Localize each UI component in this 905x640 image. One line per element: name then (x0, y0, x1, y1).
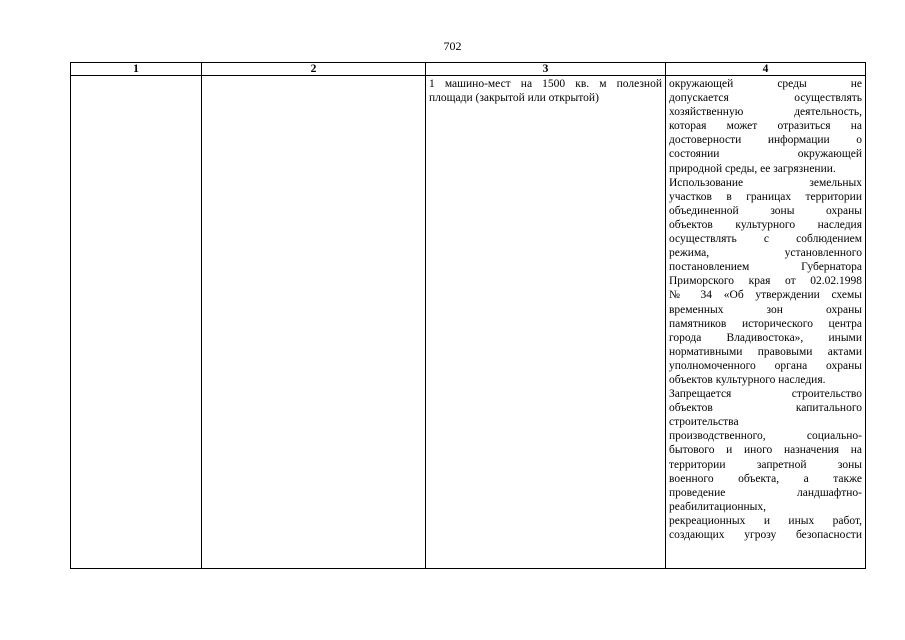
cell-col4-line: природной среды, ее загрязнении. (669, 162, 836, 175)
cell-col4-line: участков в границах территории (669, 190, 862, 203)
column-header-4: 4 (666, 63, 866, 76)
cell-col4-line: территории запретной зоны (669, 458, 862, 471)
cell-col2 (202, 76, 426, 569)
cell-col4-line: объединенной зоны охраны (669, 204, 862, 217)
column-header-3: 3 (426, 63, 666, 76)
column-header-1: 1 (71, 63, 202, 76)
table-header-row (71, 63, 866, 76)
cell-col4-line: производственного, социально- (669, 430, 862, 443)
cell-col4-line: бытового и иного назначения на (669, 444, 862, 457)
cell-col4-line: состоянии окружающей (669, 148, 862, 161)
cell-col4-line: объектов капитального (669, 402, 862, 415)
cell-col4-line: окружающей среды не (669, 78, 862, 90)
cell-col4-line: режима, установленного (669, 247, 862, 260)
cell-col4 (666, 76, 866, 569)
table-row (71, 76, 866, 569)
cell-col4-line: Приморского края от 02.02.1998 (669, 275, 862, 288)
column-header-2: 2 (202, 63, 426, 76)
cell-col4-line: реабилитационных, (669, 500, 766, 513)
cell-col4-line: объектов культурного наследия. (669, 373, 826, 386)
cell-col1 (71, 76, 202, 569)
cell-col4-line: достоверности информации о (669, 134, 862, 147)
cell-col4-line: хозяйственную деятельность, (669, 106, 862, 119)
cell-col4-line: Запрещается строительство (669, 388, 862, 401)
cell-col4-line: постановлением Губернатора (669, 261, 862, 274)
cell-col4-line: города Владивостока», иными (669, 331, 862, 344)
cell-col4-line: рекреационных и иных работ, (669, 514, 862, 527)
cell-col4-line: осуществлять с соблюдением (669, 233, 862, 246)
cell-col4-text (669, 76, 862, 542)
cell-col4-line: нормативными правовыми актами (669, 345, 862, 358)
page-number: 702 (443, 39, 462, 53)
cell-col3-text: 1 машино-мест на 1500 кв. м полезной площади (закрытой или открытой) (429, 78, 662, 105)
cell-col3 (426, 76, 666, 569)
document-table (70, 62, 866, 569)
cell-col4-line: временных зон охраны (669, 303, 862, 316)
cell-col4-line: объектов культурного наследия (669, 218, 862, 231)
cell-col4-line: № 34 «Об утверждении схемы (669, 289, 862, 302)
cell-col4-line: создающих угрозу безопасности (669, 529, 862, 541)
cell-col4-line: которая может отразиться на (669, 120, 862, 133)
cell-col4-line: допускается осуществлять (669, 92, 862, 105)
cell-col4-line: памятников исторического центра (669, 317, 862, 330)
cell-col4-line: строительства (669, 416, 739, 429)
cell-col4-line: Использование земельных (669, 176, 862, 189)
cell-col4-line: проведение ландшафтно- (669, 486, 862, 499)
cell-col4-line: военного объекта, а также (669, 472, 862, 485)
cell-col4-line: уполномоченного органа охраны (669, 359, 862, 372)
